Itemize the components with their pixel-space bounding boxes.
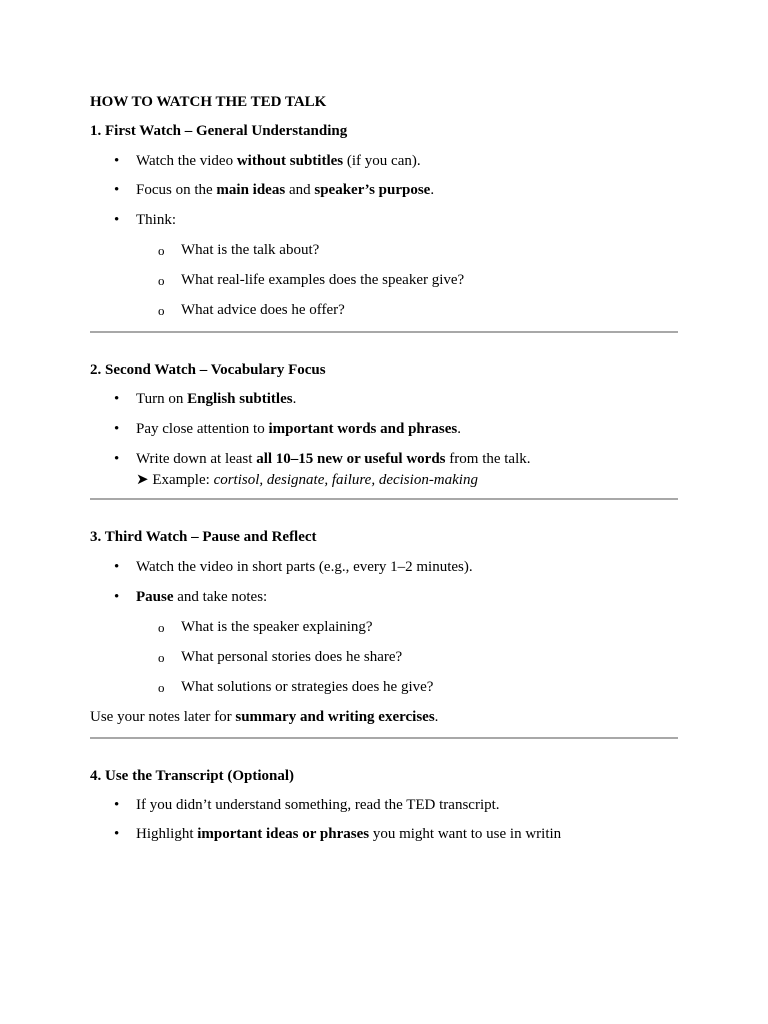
- example-words: cortisol, designate, failure, decision-making: [213, 472, 478, 488]
- arrow-icon: ➤ Example:: [136, 472, 214, 488]
- circle-bullet-icon: o: [158, 620, 165, 635]
- emphasis: important ideas or phrases: [197, 826, 370, 842]
- bullet-icon: •: [114, 589, 120, 605]
- emphasis: main ideas: [216, 182, 286, 198]
- circle-bullet-icon: o: [158, 680, 165, 695]
- horizontal-divider: [90, 737, 678, 739]
- bullet-icon: •: [114, 182, 120, 198]
- section-4-heading: 4. Use the Transcript (Optional): [90, 768, 295, 784]
- emphasis: all 10–15 new or useful words: [256, 451, 446, 467]
- section-3-heading: 3. Third Watch – Pause and Reflect: [90, 529, 317, 545]
- emphasis: Pause: [136, 589, 174, 605]
- bullet-icon: •: [114, 421, 120, 437]
- horizontal-divider: [90, 498, 678, 500]
- bullet-icon: •: [114, 797, 120, 813]
- emphasis: English subtitles: [187, 391, 293, 407]
- bullet-icon: •: [114, 153, 120, 169]
- circle-bullet-icon: o: [158, 273, 165, 288]
- emphasis: without subtitles: [236, 153, 344, 169]
- circle-bullet-icon: o: [158, 650, 165, 665]
- circle-bullet-icon: o: [158, 303, 165, 318]
- section-1-heading: 1. First Watch – General Understanding: [90, 123, 348, 139]
- bullet-icon: •: [114, 559, 120, 575]
- horizontal-divider: [90, 331, 678, 333]
- circle-bullet-icon: o: [158, 243, 165, 258]
- emphasis: summary and writing exercises: [235, 709, 435, 725]
- section-2-heading: 2. Second Watch – Vocabulary Focus: [90, 362, 326, 378]
- emphasis: speaker’s purpose: [314, 182, 431, 198]
- bullet-icon: •: [114, 451, 120, 467]
- emphasis: important words and phrases: [268, 421, 458, 437]
- bullet-icon: •: [114, 212, 120, 228]
- document-title: HOW TO WATCH THE TED TALK: [90, 94, 327, 110]
- notes-paragraph: Use your notes later for summary and writing exercises.: [90, 709, 439, 725]
- bullet-icon: •: [114, 391, 120, 407]
- bullet-icon: •: [114, 826, 120, 842]
